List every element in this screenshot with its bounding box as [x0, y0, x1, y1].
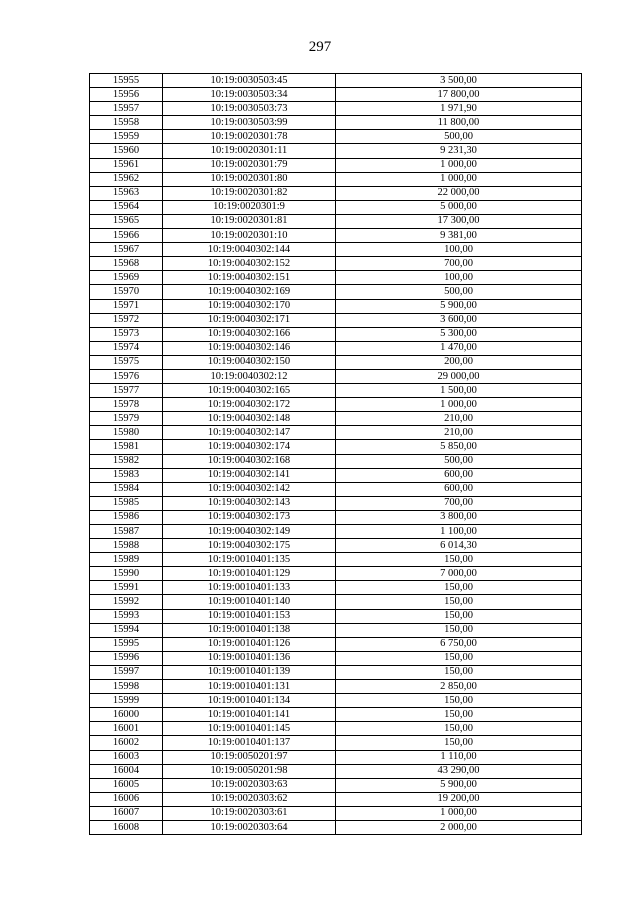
row-number-cell: 15960 — [90, 144, 163, 158]
cadastral-number-cell: 10:19:0030503:45 — [163, 74, 336, 88]
table-row — [90, 341, 582, 355]
row-number-cell: 15970 — [90, 285, 163, 299]
table-row — [90, 496, 582, 510]
table-row — [90, 144, 582, 158]
cadastral-number-cell: 10:19:0040302:144 — [163, 243, 336, 257]
value-cell: 600,00 — [336, 482, 582, 496]
row-number-cell: 15985 — [90, 496, 163, 510]
table-row — [90, 609, 582, 623]
row-number-cell: 15981 — [90, 440, 163, 454]
table-row — [90, 525, 582, 539]
row-number-cell: 15990 — [90, 567, 163, 581]
row-number-cell: 15974 — [90, 341, 163, 355]
cadastral-number-cell: 10:19:0020301:10 — [163, 229, 336, 243]
value-cell: 150,00 — [336, 595, 582, 609]
cadastral-number-cell: 10:19:0010401:133 — [163, 581, 336, 595]
table-row — [90, 792, 582, 806]
row-number-cell: 15958 — [90, 116, 163, 130]
value-cell: 19 200,00 — [336, 792, 582, 806]
row-number-cell: 15978 — [90, 398, 163, 412]
table-row — [90, 313, 582, 327]
cadastral-number-cell: 10:19:0040302:171 — [163, 313, 336, 327]
table-row — [90, 623, 582, 637]
row-number-cell: 15992 — [90, 595, 163, 609]
cadastral-number-cell: 10:19:0040302:165 — [163, 384, 336, 398]
row-number-cell: 15959 — [90, 130, 163, 144]
row-number-cell: 15957 — [90, 102, 163, 116]
table-row — [90, 130, 582, 144]
value-cell: 700,00 — [336, 496, 582, 510]
value-cell: 150,00 — [336, 609, 582, 623]
value-cell: 150,00 — [336, 722, 582, 736]
table-row — [90, 88, 582, 102]
table-row — [90, 454, 582, 468]
cadastral-number-cell: 10:19:0040302:168 — [163, 454, 336, 468]
value-cell: 1 000,00 — [336, 398, 582, 412]
row-number-cell: 15956 — [90, 88, 163, 102]
value-cell: 1 000,00 — [336, 172, 582, 186]
row-number-cell: 15973 — [90, 327, 163, 341]
value-cell: 210,00 — [336, 412, 582, 426]
table-row — [90, 820, 582, 834]
cadastral-number-cell: 10:19:0040302:172 — [163, 398, 336, 412]
row-number-cell: 15975 — [90, 355, 163, 369]
row-number-cell: 15998 — [90, 680, 163, 694]
cadastral-number-cell: 10:19:0010401:136 — [163, 651, 336, 665]
row-number-cell: 15995 — [90, 637, 163, 651]
value-cell: 9 231,30 — [336, 144, 582, 158]
value-cell: 500,00 — [336, 285, 582, 299]
cadastral-number-cell: 10:19:0040302:142 — [163, 482, 336, 496]
value-cell: 17 800,00 — [336, 88, 582, 102]
row-number-cell: 15982 — [90, 454, 163, 468]
value-cell: 200,00 — [336, 355, 582, 369]
cadastral-number-cell: 10:19:0020301:80 — [163, 172, 336, 186]
cadastral-number-cell: 10:19:0040302:152 — [163, 257, 336, 271]
table-row — [90, 243, 582, 257]
row-number-cell: 15961 — [90, 158, 163, 172]
cadastral-number-cell: 10:19:0010401:134 — [163, 694, 336, 708]
value-cell: 700,00 — [336, 257, 582, 271]
value-cell: 1 500,00 — [336, 384, 582, 398]
table-row — [90, 694, 582, 708]
row-number-cell: 15980 — [90, 426, 163, 440]
table-row — [90, 708, 582, 722]
cadastral-number-cell: 10:19:0010401:126 — [163, 637, 336, 651]
cadastral-value-table — [89, 73, 582, 835]
value-cell: 5 850,00 — [336, 440, 582, 454]
table-row — [90, 299, 582, 313]
row-number-cell: 16002 — [90, 736, 163, 750]
row-number-cell: 16003 — [90, 750, 163, 764]
row-number-cell: 15988 — [90, 539, 163, 553]
table-row — [90, 214, 582, 228]
row-number-cell: 15989 — [90, 553, 163, 567]
table-row — [90, 736, 582, 750]
row-number-cell: 15987 — [90, 525, 163, 539]
table-row — [90, 778, 582, 792]
table-row — [90, 172, 582, 186]
value-cell: 100,00 — [336, 271, 582, 285]
cadastral-number-cell: 10:19:0010401:140 — [163, 595, 336, 609]
cadastral-number-cell: 10:19:0010401:153 — [163, 609, 336, 623]
value-cell: 5 000,00 — [336, 200, 582, 214]
value-cell: 100,00 — [336, 243, 582, 257]
cadastral-number-cell: 10:19:0050201:98 — [163, 764, 336, 778]
row-number-cell: 16007 — [90, 806, 163, 820]
value-cell: 22 000,00 — [336, 186, 582, 200]
table-row — [90, 806, 582, 820]
table-body — [90, 74, 582, 835]
value-cell: 1 470,00 — [336, 341, 582, 355]
row-number-cell: 15971 — [90, 299, 163, 313]
cadastral-number-cell: 10:19:0010401:137 — [163, 736, 336, 750]
table-row — [90, 510, 582, 524]
cadastral-number-cell: 10:19:0030503:73 — [163, 102, 336, 116]
cadastral-number-cell: 10:19:0010401:141 — [163, 708, 336, 722]
table-row — [90, 200, 582, 214]
row-number-cell: 15966 — [90, 229, 163, 243]
cadastral-number-cell: 10:19:0020303:64 — [163, 820, 336, 834]
table-row — [90, 257, 582, 271]
cadastral-number-cell: 10:19:0040302:141 — [163, 468, 336, 482]
value-cell: 6 014,30 — [336, 539, 582, 553]
table-row — [90, 327, 582, 341]
table-row — [90, 750, 582, 764]
row-number-cell: 16005 — [90, 778, 163, 792]
value-cell: 9 381,00 — [336, 229, 582, 243]
cadastral-number-cell: 10:19:0040302:174 — [163, 440, 336, 454]
row-number-cell: 15969 — [90, 271, 163, 285]
row-number-cell: 15968 — [90, 257, 163, 271]
row-number-cell: 15962 — [90, 172, 163, 186]
table-row — [90, 665, 582, 679]
table-row — [90, 116, 582, 130]
cadastral-number-cell: 10:19:0040302:148 — [163, 412, 336, 426]
value-cell: 150,00 — [336, 736, 582, 750]
table-row — [90, 186, 582, 200]
cadastral-number-cell: 10:19:0020303:61 — [163, 806, 336, 820]
value-cell: 1 971,90 — [336, 102, 582, 116]
row-number-cell: 16000 — [90, 708, 163, 722]
table-row — [90, 567, 582, 581]
value-cell: 5 900,00 — [336, 299, 582, 313]
cadastral-number-cell: 10:19:0040302:12 — [163, 369, 336, 383]
row-number-cell: 15986 — [90, 510, 163, 524]
cadastral-number-cell: 10:19:0030503:99 — [163, 116, 336, 130]
table-row — [90, 384, 582, 398]
value-cell: 150,00 — [336, 708, 582, 722]
cadastral-number-cell: 10:19:0010401:145 — [163, 722, 336, 736]
value-cell: 5 900,00 — [336, 778, 582, 792]
cadastral-number-cell: 10:19:0040302:173 — [163, 510, 336, 524]
value-cell: 3 600,00 — [336, 313, 582, 327]
table-row — [90, 412, 582, 426]
table-row — [90, 229, 582, 243]
value-cell: 150,00 — [336, 581, 582, 595]
table-row — [90, 74, 582, 88]
cadastral-number-cell: 10:19:0040302:143 — [163, 496, 336, 510]
table-row — [90, 398, 582, 412]
value-cell: 2 850,00 — [336, 680, 582, 694]
value-cell: 2 000,00 — [336, 820, 582, 834]
cadastral-number-cell: 10:19:0040302:146 — [163, 341, 336, 355]
cadastral-number-cell: 10:19:0040302:149 — [163, 525, 336, 539]
cadastral-number-cell: 10:19:0020301:78 — [163, 130, 336, 144]
value-cell: 3 500,00 — [336, 74, 582, 88]
cadastral-number-cell: 10:19:0050201:97 — [163, 750, 336, 764]
row-number-cell: 15963 — [90, 186, 163, 200]
value-cell: 150,00 — [336, 553, 582, 567]
value-cell: 1 000,00 — [336, 806, 582, 820]
cadastral-number-cell: 10:19:0020301:79 — [163, 158, 336, 172]
value-cell: 210,00 — [336, 426, 582, 440]
row-number-cell: 16001 — [90, 722, 163, 736]
table-row — [90, 158, 582, 172]
row-number-cell: 15967 — [90, 243, 163, 257]
value-cell: 43 290,00 — [336, 764, 582, 778]
value-cell: 150,00 — [336, 623, 582, 637]
value-cell: 500,00 — [336, 454, 582, 468]
row-number-cell: 15983 — [90, 468, 163, 482]
cadastral-number-cell: 10:19:0020303:62 — [163, 792, 336, 806]
row-number-cell: 15976 — [90, 369, 163, 383]
table-row — [90, 581, 582, 595]
cadastral-number-cell: 10:19:0020301:9 — [163, 200, 336, 214]
cadastral-number-cell: 10:19:0010401:138 — [163, 623, 336, 637]
value-cell: 6 750,00 — [336, 637, 582, 651]
cadastral-number-cell: 10:19:0030503:34 — [163, 88, 336, 102]
row-number-cell: 15972 — [90, 313, 163, 327]
table-row — [90, 680, 582, 694]
value-cell: 150,00 — [336, 665, 582, 679]
value-cell: 1 100,00 — [336, 525, 582, 539]
value-cell: 150,00 — [336, 694, 582, 708]
cadastral-number-cell: 10:19:0010401:139 — [163, 665, 336, 679]
value-cell: 1 000,00 — [336, 158, 582, 172]
table-row — [90, 440, 582, 454]
table-row — [90, 651, 582, 665]
table-row — [90, 102, 582, 116]
table-row — [90, 468, 582, 482]
cadastral-number-cell: 10:19:0040302:175 — [163, 539, 336, 553]
value-cell: 17 300,00 — [336, 214, 582, 228]
value-cell: 5 300,00 — [336, 327, 582, 341]
cadastral-number-cell: 10:19:0040302:169 — [163, 285, 336, 299]
row-number-cell: 15991 — [90, 581, 163, 595]
cadastral-number-cell: 10:19:0040302:147 — [163, 426, 336, 440]
table-row — [90, 595, 582, 609]
table-row — [90, 285, 582, 299]
value-cell: 600,00 — [336, 468, 582, 482]
row-number-cell: 16004 — [90, 764, 163, 778]
row-number-cell: 15994 — [90, 623, 163, 637]
row-number-cell: 15965 — [90, 214, 163, 228]
table-row — [90, 355, 582, 369]
value-cell: 7 000,00 — [336, 567, 582, 581]
row-number-cell: 15996 — [90, 651, 163, 665]
row-number-cell: 15999 — [90, 694, 163, 708]
value-cell: 500,00 — [336, 130, 582, 144]
row-number-cell: 15955 — [90, 74, 163, 88]
value-cell: 150,00 — [336, 651, 582, 665]
table-row — [90, 553, 582, 567]
cadastral-number-cell: 10:19:0020301:11 — [163, 144, 336, 158]
row-number-cell: 15964 — [90, 200, 163, 214]
row-number-cell: 15984 — [90, 482, 163, 496]
table-row — [90, 369, 582, 383]
table-row — [90, 764, 582, 778]
cadastral-number-cell: 10:19:0040302:166 — [163, 327, 336, 341]
cadastral-number-cell: 10:19:0040302:150 — [163, 355, 336, 369]
page-number: 297 — [308, 39, 332, 55]
cadastral-number-cell: 10:19:0010401:131 — [163, 680, 336, 694]
cadastral-number-cell: 10:19:0010401:135 — [163, 553, 336, 567]
table-row — [90, 722, 582, 736]
cadastral-number-cell: 10:19:0020303:63 — [163, 778, 336, 792]
row-number-cell: 15977 — [90, 384, 163, 398]
cadastral-number-cell: 10:19:0040302:170 — [163, 299, 336, 313]
row-number-cell: 16008 — [90, 820, 163, 834]
row-number-cell: 15979 — [90, 412, 163, 426]
cadastral-number-cell: 10:19:0040302:151 — [163, 271, 336, 285]
value-cell: 1 110,00 — [336, 750, 582, 764]
table-row — [90, 426, 582, 440]
table-row — [90, 637, 582, 651]
row-number-cell: 15997 — [90, 665, 163, 679]
table-row — [90, 539, 582, 553]
value-cell: 11 800,00 — [336, 116, 582, 130]
value-cell: 3 800,00 — [336, 510, 582, 524]
row-number-cell: 16006 — [90, 792, 163, 806]
table-row — [90, 482, 582, 496]
cadastral-number-cell: 10:19:0010401:129 — [163, 567, 336, 581]
value-cell: 29 000,00 — [336, 369, 582, 383]
cadastral-number-cell: 10:19:0020301:81 — [163, 214, 336, 228]
cadastral-number-cell: 10:19:0020301:82 — [163, 186, 336, 200]
table-row — [90, 271, 582, 285]
row-number-cell: 15993 — [90, 609, 163, 623]
